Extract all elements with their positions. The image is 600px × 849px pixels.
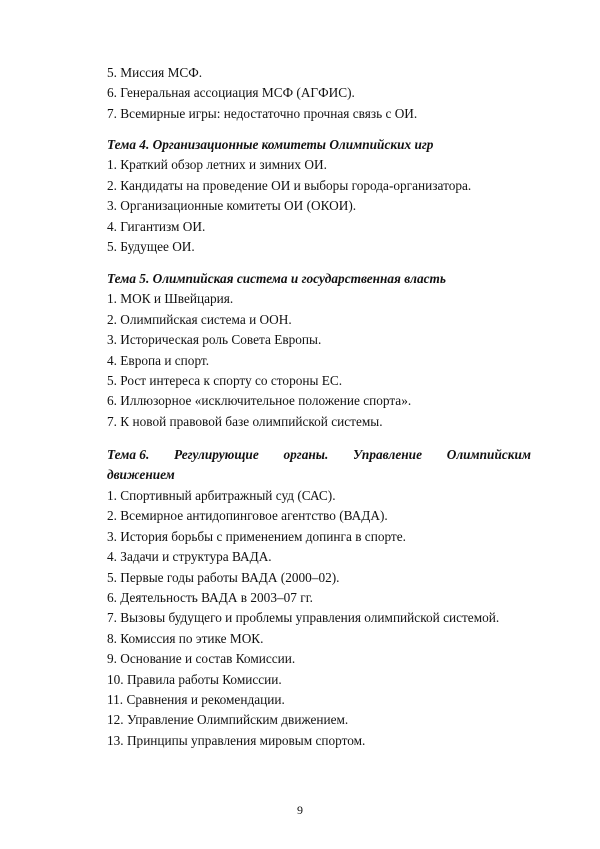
list-item: 6. Деятельность ВАДА в 2003–07 гг. [107,590,313,606]
section-4 [107,135,531,257]
section-4-title: Тема 4. Организационные комитеты Олимпийских игр [107,137,434,152]
list-item: 11. Сравнения и рекомендации. [107,692,285,708]
list-item: 12. Управление Олимпийским движением. [107,712,349,728]
list-item: 4. Гигантизм ОИ. [107,218,206,234]
list-item: 2. Олимпийская система и ООН. [107,311,292,327]
section-5-title: Тема 5. Олимпийская система и государственная власть [107,271,446,286]
list-item: 6. Генеральная ассоциация МСФ (АГФИС). [107,85,355,101]
section-6-list [107,486,531,751]
list-item: 1. Краткий обзор летних и зимних ОИ. [107,157,327,173]
list-item: 1. Спортивный арбитражный суд (САС). [107,488,336,503]
list-item: 10. Правила работы Комиссии. [107,671,282,687]
list-item: 8. Комиссия по этике МОК. [107,630,264,646]
list-item: 5. Будущее ОИ. [107,239,195,255]
list-item: 9. Основание и состав Комиссии. [107,651,296,667]
page-number: 9 [297,803,303,817]
list-item: 3. Организационные комитеты ОИ (ОКОИ). [107,198,357,214]
list-item: 1. МОК и Швейцария. [107,291,234,307]
section-6-title-word: Тема 6. [107,447,150,462]
section-6-title-word: органы. [283,447,329,462]
list-item: 3. История борьбы с применением допинга в спорте. [107,528,406,544]
list-item: 6. Иллюзорное «исключительное положение спорта». [107,393,412,409]
section-5 [107,269,531,432]
list-item: 7. Всемирные игры: недостаточно прочная связь с ОИ. [107,105,418,121]
list-item: 3. Историческая роль Совета Европы. [107,332,322,348]
list-item: 13. Принципы управления мировым спортом. [107,732,366,748]
list-item: 4. Европа и спорт. [107,352,210,368]
section-6 [107,445,531,486]
list-item: 2. Кандидаты на проведение ОИ и выборы города-организатора. [107,177,472,193]
list-item: 7. Вызовы будущего и проблемы управления олимпийской системой. [107,610,500,626]
section-6-title [107,445,531,465]
list-item: 2. Всемирное антидопинговое агентство (ВАДА). [107,508,388,524]
top-list [107,63,531,124]
list-item: 5. Первые годы работы ВАДА (2000–02). [107,569,340,585]
section-6-title-word: Управление [353,447,422,462]
list-item: 5. Миссия МСФ. [107,65,203,80]
section-6-title-continuation: движением [107,467,175,483]
list-item: 5. Рост интереса к спорту со стороны ЕС. [107,373,343,389]
list-item: 7. К новой правовой базе олимпийской системы. [107,413,383,429]
section-6-title-word: Регулирующие [174,447,259,462]
section-6-title-word: Олимпийским [446,447,531,462]
list-item: 4. Задачи и структура ВАДА. [107,549,272,565]
